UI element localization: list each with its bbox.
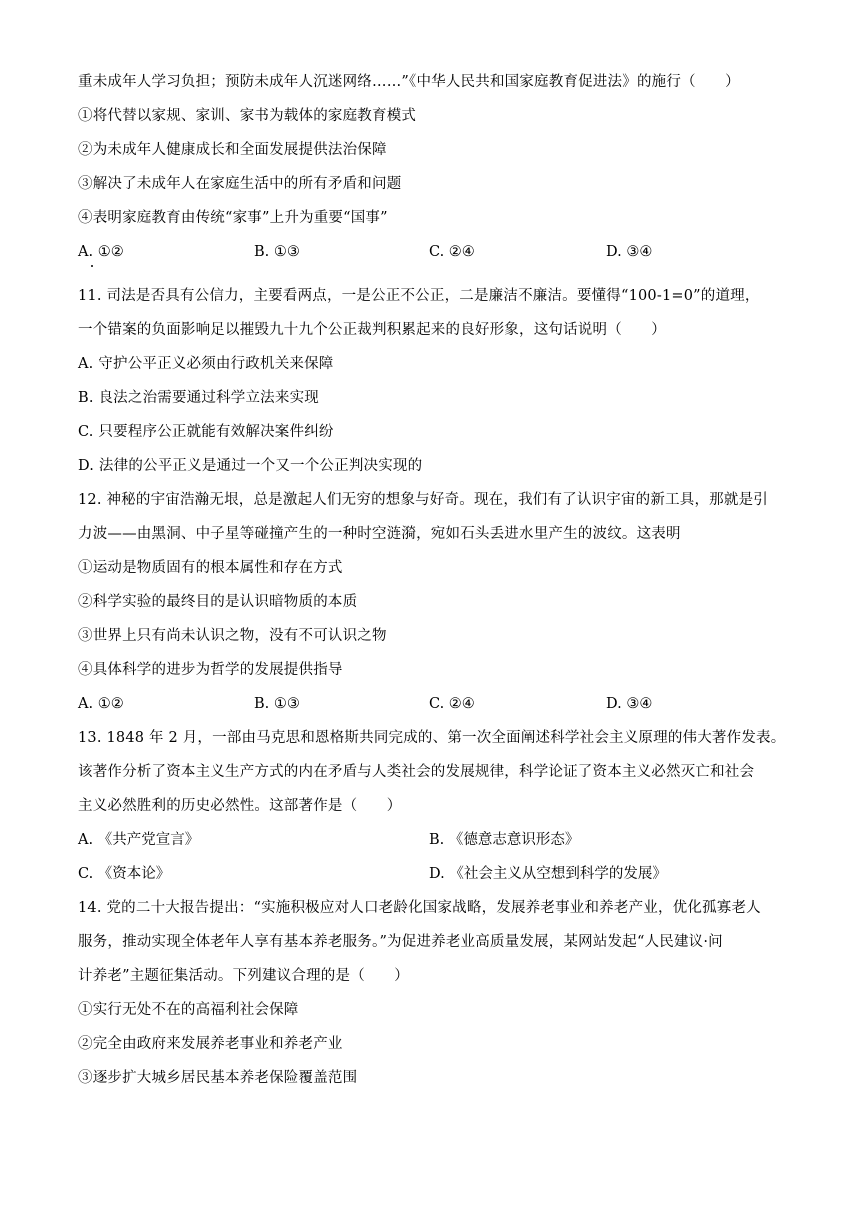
q10-option-a[interactable]: A. ①② [78,244,124,260]
q11-stem-line-2: 一个错案的负面影响足以摧毁九十九个公正裁判积累起来的良好形象，这句话说明（ ） [78,322,666,338]
q13-options-row-1 [78,830,778,850]
q13-option-a[interactable]: A. 《共产党宣言》 [78,832,200,848]
q12-stem-line-1: 12. 神秘的宇宙浩瀚无垠，总是激起人们无穷的想象与好奇。现在，我们有了认识宇宙的新工具，那就是引 [78,492,768,508]
q10-option-b[interactable]: B. ①③ [254,244,300,260]
emphasis-dot [91,265,93,267]
q14-stem-line-2: 服务，推动实现全体老年人享有基本养老服务。”为促进养老业高质量发展，某网站发起“人民建议·问 [78,934,723,950]
q10-stem-line: 重未成年人学习负担；预防未成年人沉迷网络……”《中华人民共和国家庭教育促进法》的施行（ ） [78,74,740,90]
q14-stem-line-1: 14. 党的二十大报告提出：“实施积极应对人口老龄化国家战略，发展养老事业和养老产业，优化孤寡老人 [78,900,761,916]
q12-statement-2: ②科学实验的最终目的是认识暗物质的本质 [78,594,358,610]
q13-option-c[interactable]: C. 《资本论》 [78,866,171,882]
q13-stem-line-2: 该著作分析了资本主义生产方式的内在矛盾与人类社会的发展规律，科学论证了资本主义必然灭亡和社会 [78,764,755,780]
q12-stem-line-2: 力波——由黑洞、中子星等碰撞产生的一种时空涟漪，宛如石头丢进水里产生的波纹。这表明 [78,526,681,542]
q14-stem-line-3: 计养老”主题征集活动。下列建议合理的是（ ） [78,968,410,984]
q12-option-a[interactable]: A. ①② [78,696,124,712]
q13-options-row-2 [78,864,778,884]
q12-statement-4: ④具体科学的进步为哲学的发展提供指导 [78,662,343,678]
q11-option-a[interactable]: A. 守护公平正义必须由行政机关来保障 [78,356,334,372]
q10-option-d[interactable]: D. ③④ [606,244,653,260]
q12-statement-1: ①运动是物质固有的根本属性和存在方式 [78,560,343,576]
q13-option-d[interactable]: D. 《社会主义从空想到科学的发展》 [429,866,667,882]
q13-stem-line-1: 13. 1848 年 2 月，一部由马克思和恩格斯共同完成的、第一次全面阐述科学社会主义原理的伟大著作发表。 [78,730,786,746]
q12-statement-3: ③世界上只有尚未认识之物，没有不可认识之物 [78,628,387,644]
q14-statement-3: ③逐步扩大城乡居民基本养老保险覆盖范围 [78,1070,358,1086]
q11-option-b[interactable]: B. 良法之治需要通过科学立法来实现 [78,390,319,406]
q10-statement-1: ①将代替以家规、家训、家书为载体的家庭教育模式 [78,108,417,124]
q14-statement-2: ②完全由政府来发展养老事业和养老产业 [78,1036,343,1052]
q12-options [78,694,778,714]
q10-options [78,242,778,262]
q11-option-c[interactable]: C. 只要程序公正就能有效解决案件纠纷 [78,424,334,440]
q12-option-b[interactable]: B. ①③ [254,696,300,712]
q11-option-d[interactable]: D. 法律的公平正义是通过一个又一个公正判决实现的 [78,458,423,474]
q12-option-d[interactable]: D. ③④ [606,696,653,712]
q13-stem-line-3: 主义必然胜利的历史必然性。这部著作是（ ） [78,798,402,814]
q10-statement-3: ③解决了未成年人在家庭生活中的所有矛盾和问题 [78,176,402,192]
q14-statement-1: ①实行无处不在的高福利社会保障 [78,1002,299,1018]
q10-statement-2: ②为未成年人健康成长和全面发展提供法治保障 [78,142,387,158]
q12-option-c[interactable]: C. ②④ [429,696,475,712]
q10-option-c[interactable]: C. ②④ [429,244,475,260]
q10-statement-4: ④表明家庭教育由传统“家事”上升为重要“国事” [78,210,388,226]
q13-option-b[interactable]: B. 《德意志意识形态》 [429,832,580,848]
q11-stem-line-1: 11. 司法是否具有公信力，主要看两点，一是公正不公正，二是廉洁不廉洁。要懂得“100-1=0”的道理， [78,288,760,304]
